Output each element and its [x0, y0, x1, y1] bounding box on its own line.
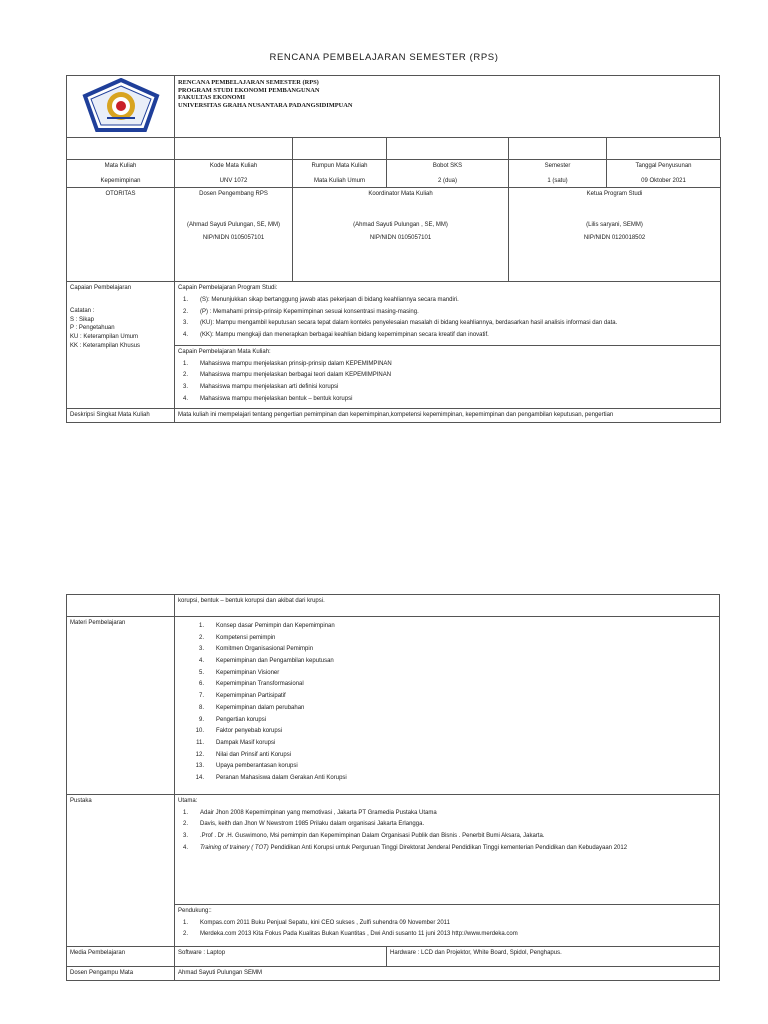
list-item: 13. Upaya pemberantasan korupsi	[195, 763, 298, 770]
cp-note-p: P : Pengetahuan	[70, 325, 115, 332]
list-item: 1. Mahasiswa mampu menjelaskan prinsip-prinsip dalam KEPEMIMPINAN	[182, 360, 392, 367]
course-cell-rumpun	[293, 160, 387, 188]
cp-prodi-cell	[175, 282, 721, 345]
otoritas-label: OTORITAS	[67, 188, 175, 282]
course-cell-tanggal	[607, 160, 721, 188]
list-item: 1. (S): Menunjukkan sikap bertanggung jawab atas pekerjaan di bidang keahliannya secara mandiri.	[182, 297, 459, 304]
list-item: 3. (KU): Mampu mengambil keputusan secara tepat dalam konteks penyelesaian masalah di bidang keahliannya, berdasarkan hasil analisis informasi dan data.	[182, 320, 618, 327]
cp-mk-title: Capain Pembelajaran Mata Kuliah:	[178, 348, 271, 355]
list-item: 4. Kepemimpinan dan Pengambilan keputusan	[198, 658, 334, 665]
nip-koordinator: NIP/NIDN 0105057101	[369, 234, 432, 241]
course-header-sks: Bobot SKS	[432, 163, 463, 169]
materi-label: Materi Pembelajaran	[67, 617, 175, 795]
deskripsi-text-part-1: Mata kuliah ini mempelajari tentang pengertian pemimpinan dan kepemimpinan,kompetensi kepemimpinan, kepemimpinan dan pengambilan keputusan, pengertian	[175, 409, 721, 423]
role-kaprodi: Ketua Program Studi	[586, 191, 643, 198]
header-line-2: PROGRAM STUDI EKONOMI PEMBANGUNAN	[178, 86, 320, 94]
list-item: 12. Nilai dan Prinsif anti Korupsi	[195, 751, 292, 758]
list-item: 3. Mahasiswa mampu menjelaskan arti definisi korupsi	[182, 383, 339, 390]
course-header-rumpun: Rumpun Mata Kuliah	[311, 163, 368, 169]
course-value-kode: UNV 1072	[219, 177, 248, 184]
course-header-tanggal: Tanggal Penyusunan	[635, 163, 692, 169]
role-koordinator: Koordinator Mata Kuliah	[368, 191, 433, 198]
list-item: 2. Kompetensi pemimpin	[198, 634, 276, 641]
page-gap	[0, 490, 768, 580]
list-item: 7. Kepemimpinan Partisipatif	[198, 693, 286, 700]
dosen-pengampu-value: Ahmad Sayuti Pulungan SEMM	[175, 967, 720, 981]
header-line-3: FAKULTAS EKONOMI	[178, 94, 246, 102]
university-logo	[81, 78, 161, 132]
course-value-semester: 1 (satu)	[547, 177, 568, 184]
list-item: 2. Davis, keith dan Jhon W Newstrom 1985 Prilaku dalam organisasi Jakarta Erlangga.	[182, 821, 425, 828]
list-item: 4. (KK): Mampu mengkaji dan menerapkan berbagai keahlian bidang kepemimpinan secara kreatif dan inovatif.	[182, 332, 489, 339]
cp-note-ku: KU : Keterampilan Umum	[70, 334, 139, 341]
list-item: 9. Pengertian korupsi	[198, 716, 267, 723]
list-item: 14. Peranan Mahasiswa dalam Gerakan Anti Korupsi	[195, 774, 347, 781]
header-line-4: UNIVERSITAS GRAHA NUSANTARA PADANGSIDIMPUAN	[178, 102, 353, 110]
course-header-semester: Semester	[544, 163, 571, 169]
cp-note-kk: KK : Keterampilan Khusus	[70, 342, 141, 349]
rps-table-page-2	[66, 594, 720, 981]
cp-label-cell	[67, 282, 175, 409]
pustaka-utama-title: Utama:	[178, 798, 198, 804]
list-item: 2. Merdeka.com 2013 Kita Fokus Pada Kualitas Bukan Kuantitas , Dwi Andi susanto 11 juni 2013 http://www.merdeka.com	[182, 931, 518, 938]
cp-mk-cell	[175, 345, 721, 408]
page-1	[0, 0, 768, 490]
pustaka-utama-list	[178, 809, 716, 853]
course-cell-kode	[175, 160, 293, 188]
course-value-mata-kuliah: Kepemimpinan	[100, 177, 141, 184]
header-line-1: RENCANA PEMBELAJARAN SEMESTER (RPS)	[178, 79, 319, 86]
kaprodi-cell	[509, 188, 721, 282]
cp-prodi-list	[178, 296, 717, 340]
materi-cell	[175, 617, 720, 795]
list-item: 4. Training of trainery ( TOT) Pendidikan Anti Korupsi untuk Perguruan Tinggi Direktorat Jenderal Pendidikan Tinggi kementerian Pendidikan dan Kebudayaan 2012	[182, 844, 628, 851]
university-logo-cell	[67, 76, 175, 138]
course-header-kode: Kode Mata Kuliah	[209, 163, 258, 169]
cp-note-title: Catatan :	[70, 308, 95, 315]
list-item: 10. Faktor penyebab korupsi	[195, 728, 283, 735]
deskripsi-text-part-2: korupsi, bentuk – bentuk korupsi dan akibat dari krupsi.	[175, 595, 720, 617]
cp-mk-list	[178, 360, 717, 404]
course-cell-mata-kuliah	[67, 160, 175, 188]
materi-list	[194, 622, 716, 783]
list-item: 1. Konsep dasar Pemimpin dan Kepemimpinan	[198, 623, 335, 629]
koordinator-cell	[293, 188, 509, 282]
list-item: 4. Mahasiswa mampu menjelaskan bentuk – bentuk korupsi	[182, 395, 353, 402]
course-value-rumpun: Mata Kuliah Umum	[313, 177, 366, 184]
pustaka-pendukung-title: Pendukung::	[178, 908, 212, 914]
list-item: 3. .Prof . Dr .H. Guswimono, Msi pemimpin dan Kepemimpinan Dalam Organisasi Publik dan Bisnis . Penerbit Bumi Aksara, Jakarta.	[182, 833, 545, 840]
list-item: 2. (P) : Memahami prinsip-prinsip Kepemimpinan sesuai konsentrasi masing-masing.	[182, 308, 419, 315]
cp-prodi-title: Capain Pembelajaran Program Studi:	[178, 285, 278, 292]
media-label: Media Pembelajaran	[67, 947, 175, 967]
list-item: 3. Komitmen Organisasional Pemimpin	[198, 646, 314, 653]
rps-table-page-1	[66, 137, 721, 423]
nip-dosen-pengembang: NIP/NIDN 0105057101	[202, 234, 265, 241]
name-dosen-pengembang: (Ahmad Sayuti Pulungan, SE, MM)	[186, 222, 281, 229]
list-item: 1. Adair Jhon 2008 Kepemimpinan yang memotivasi , Jakarta PT Gramedia Pustaka Utama	[182, 809, 437, 816]
list-item: 11. Dampak Masif korupsi	[196, 739, 276, 746]
media-hardware: Hardware : LCD dan Projektor, White Board, Spidol, Penghapus.	[387, 947, 720, 967]
pustaka-tot-rest: Pendidikan Anti Korupsi untuk Perguruan Tinggi Direktorat Jenderal Pendidikan Tinggi kementerian Pendidikan dan Kebudayaan 2012	[268, 844, 628, 851]
course-header-mata-kuliah: Mata Kuliah	[104, 163, 137, 169]
document-title: RENCANA PEMBELAJARAN SEMESTER (RPS)	[269, 52, 499, 63]
list-item: 1. Kompas.com 2011 Buku Penjual Sepatu, kini CEO sukses , Zulfi suhendra 09 November 2011	[182, 919, 450, 926]
deskripsi-label: Deskripsi Singkat Mata Kuliah	[67, 409, 175, 423]
dosen-pengembang-cell	[175, 188, 293, 282]
institution-header	[175, 76, 720, 138]
course-cell-sks	[387, 160, 509, 188]
media-software: Software : Laptop	[175, 947, 387, 967]
header-table	[66, 75, 720, 138]
pustaka-tot-title: Training of trainery ( TOT)	[200, 844, 269, 851]
pustaka-label: Pustaka	[67, 795, 175, 947]
list-item: 8. Kepemimpinan dalam perubahan	[198, 704, 305, 711]
pustaka-pendukung-cell	[175, 905, 720, 947]
course-cell-semester	[509, 160, 607, 188]
pustaka-utama-cell	[175, 795, 720, 905]
list-item: 2. Mahasiswa mampu menjelaskan berbagai teori dalam KEPEMIMPINAN	[182, 372, 392, 379]
name-kaprodi: (Lilis saryani, SEMM)	[586, 222, 643, 229]
list-item: 6. Kepemimpinan Transformasional	[198, 681, 304, 688]
dosen-pengampu-label: Dosen Pengampu Mata	[67, 967, 175, 981]
list-item: 5. Kepemimpinan Visioner	[198, 669, 280, 676]
cp-label: Capaian Pembelajaran	[70, 285, 132, 292]
course-value-tanggal: 09 Oktober 2021	[641, 177, 686, 184]
pustaka-pendukung-list	[178, 919, 716, 939]
cp-note-s: S : Sikap	[70, 316, 95, 323]
role-dosen-pengembang: Dosen Pengembang RPS	[199, 191, 268, 198]
course-value-sks: 2 (dua)	[437, 177, 457, 184]
nip-kaprodi: NIP/NIDN 0120018502	[583, 234, 646, 241]
name-koordinator: (Ahmad Sayuti Pulungan , SE, MM)	[353, 222, 448, 229]
